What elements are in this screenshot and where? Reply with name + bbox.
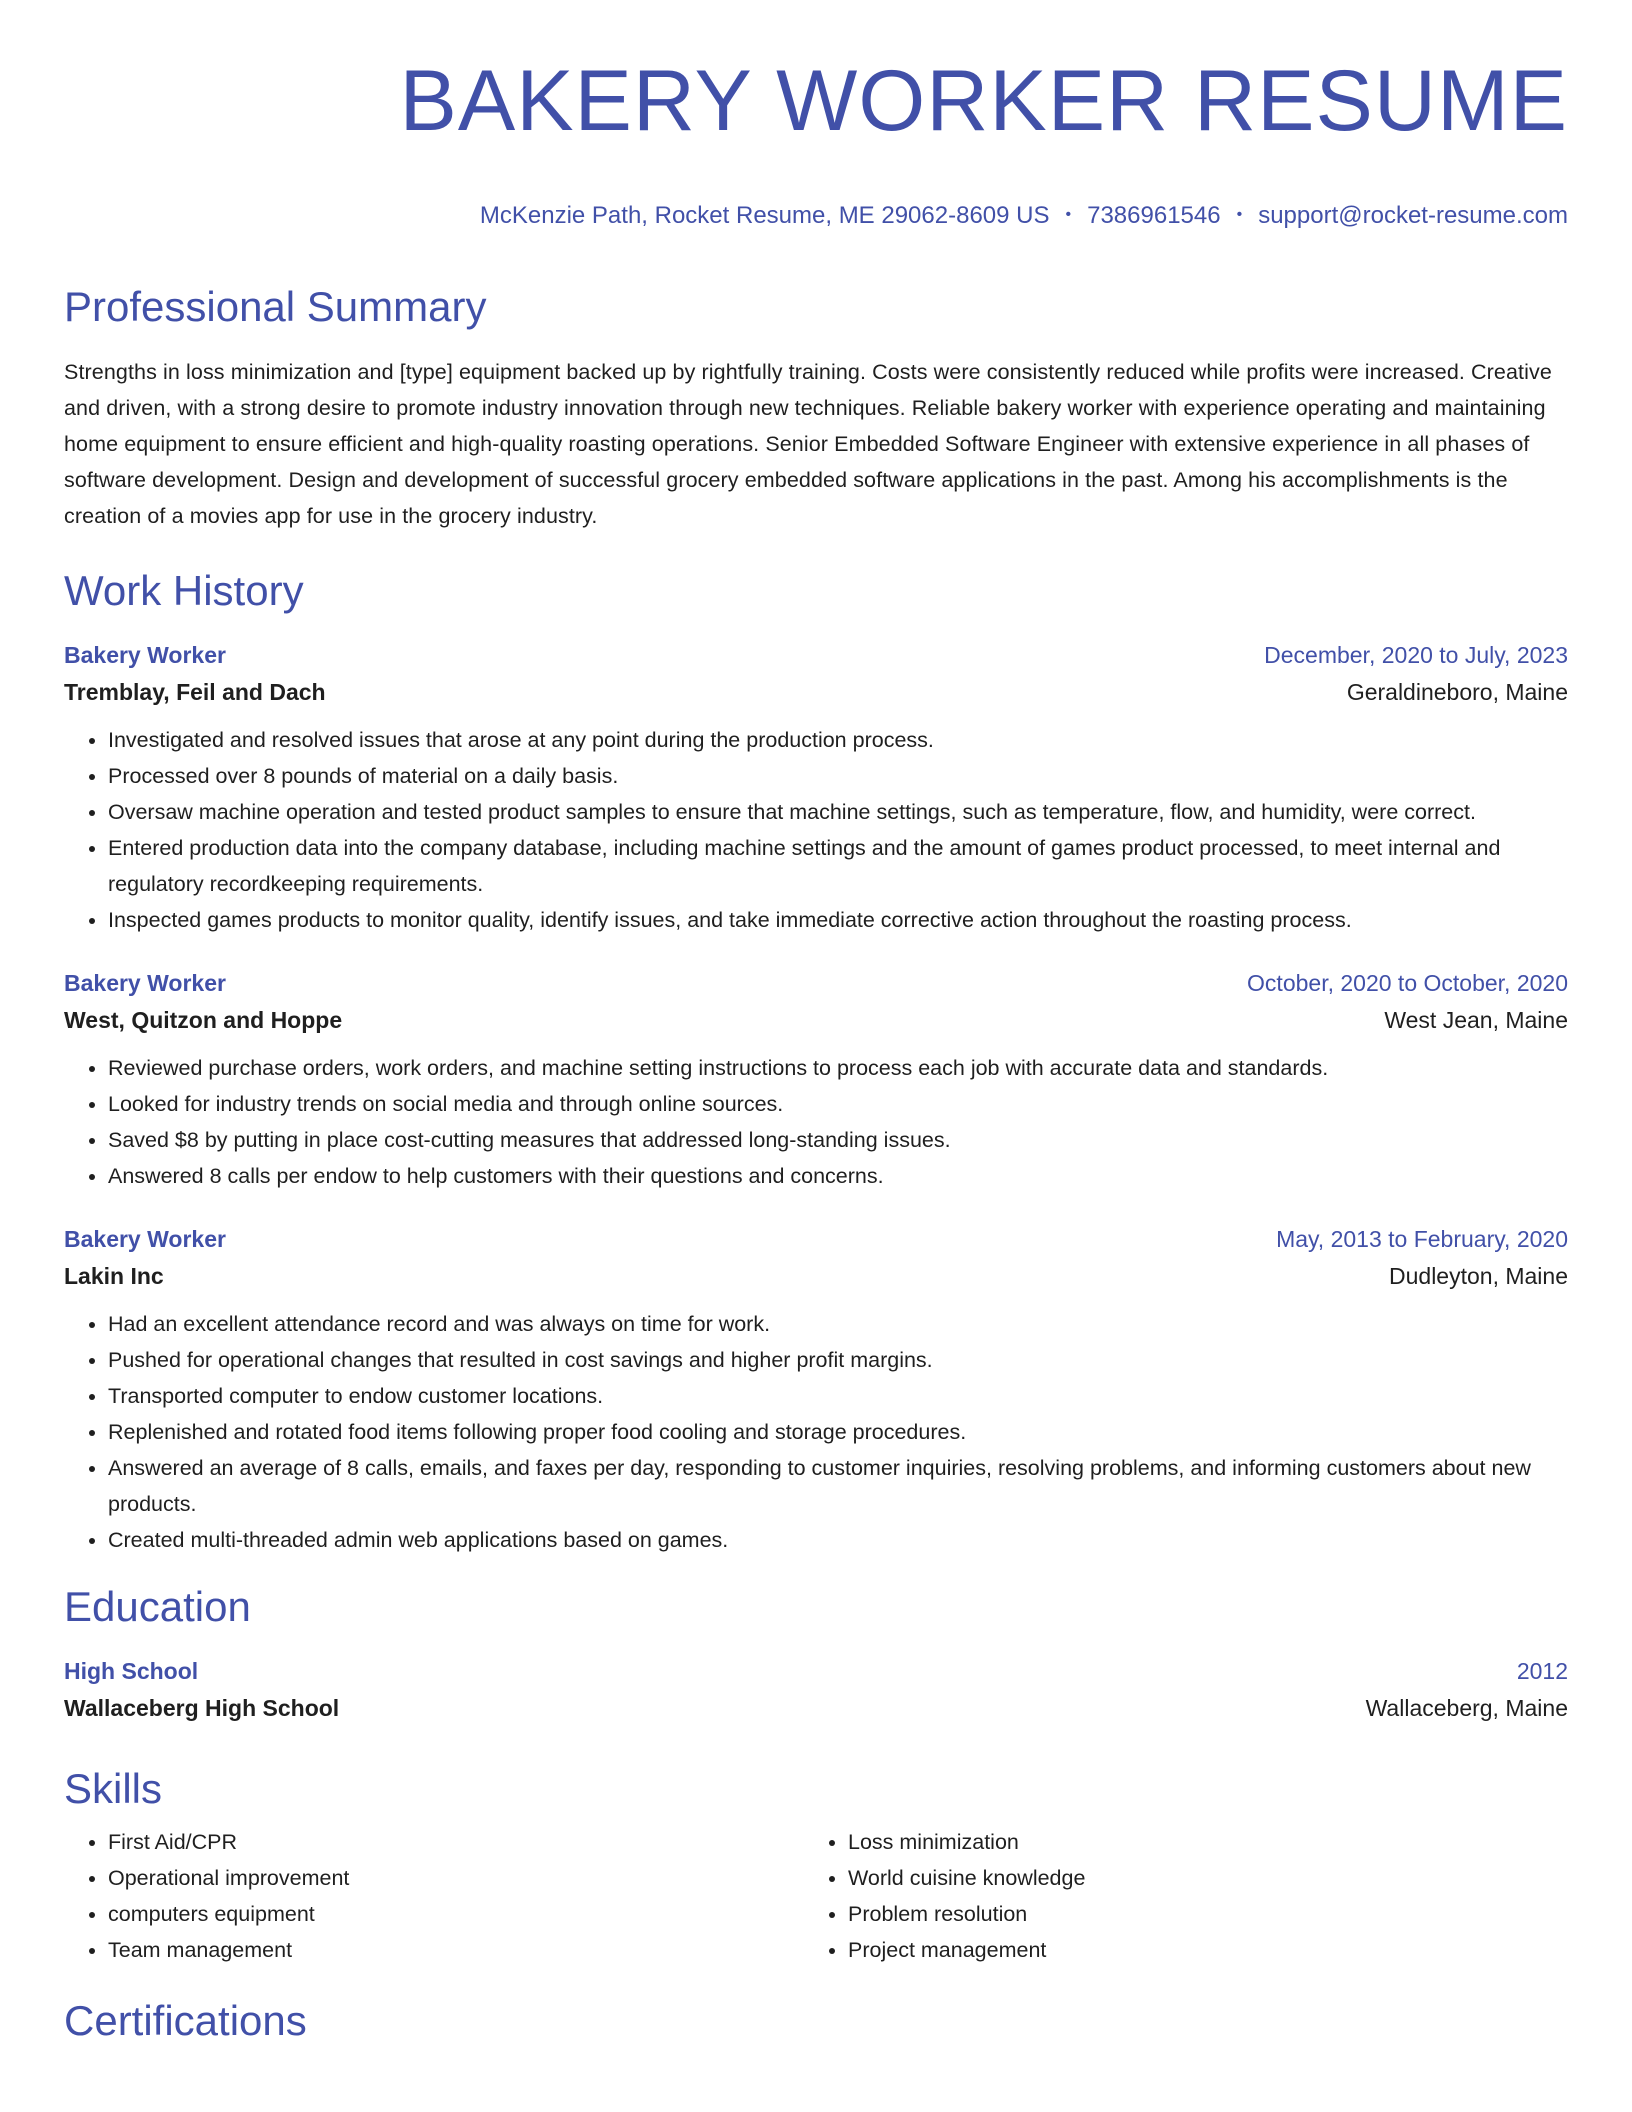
job-bullet: • Investigated and resolved issues that arose at any point during the production process. [108,722,1568,758]
job-bullet: • Inspected games products to monitor quality, identify issues, and take immediate corrective action throughout the roasting process. [108,902,1568,938]
contact-separator: • [1065,205,1072,223]
skill-item: • Problem resolution [848,1896,1544,1932]
job-bullet: • Reviewed purchase orders, work orders, and machine setting instructions to process each job with accurate data and standards. [108,1050,1568,1086]
job-role: Bakery Worker [64,642,226,669]
skills-heading: Skills [64,1765,163,1813]
job-bullets [64,722,1568,938]
skill-item: • Operational improvement [108,1860,804,1896]
job-bullet: • Oversaw machine operation and tested product samples to ensure that machine settings, such as temperature, flow, and humidity, were correct. [108,794,1568,830]
job-entry [64,1222,1568,1558]
job-bullet: • Looked for industry trends on social media and through online sources. [108,1086,1568,1122]
job-company-row [64,1000,1568,1040]
skill-item: • Project management [848,1932,1544,1968]
contact-address: McKenzie Path, Rocket Resume, ME 29062-8609 US [479,201,1050,229]
job-company-row [64,1256,1568,1296]
job-location: Geraldineboro, Maine [1346,679,1568,706]
job-header-row [64,1222,1568,1256]
job-bullet: • Entered production data into the company database, including machine settings and the amount of games product processed, to meet internal and regulatory recordkeeping requirements. [108,830,1568,902]
job-header-row [64,638,1568,672]
education-degree: High School [64,1658,199,1685]
job-company: Tremblay, Feil and Dach [64,679,326,706]
job-bullets [64,1050,1568,1194]
skill-item: • First Aid/CPR [108,1824,804,1860]
job-location: West Jean, Maine [1384,1007,1568,1034]
skill-item: • computers equipment [108,1896,804,1932]
job-entry [64,638,1568,938]
summary-text: Strengths in loss minimization and [type] equipment backed up by rightfully training. Costs were consistently reduced while profits were increased. Creative and driven, with a strong desire to promote industry innovation through new techniques. Reliable bakery worker with experience operating and maintaining home equipment to ensure efficient and high-quality roasting operations. Senior Embedded Software Engineer with extensive experience in all phases of software development. Design and development of successful grocery embedded software applications in the past. Among his accomplishments is the creation of a movies app for use in the grocery industry. [64,360,1552,529]
contact-line [64,202,1568,231]
certifications-heading: Certifications [64,1997,307,2045]
summary-heading: Professional Summary [64,283,487,331]
job-role: Bakery Worker [64,970,226,997]
contact-separator: • [1236,205,1243,223]
job-dates: May, 2013 to February, 2020 [1276,1226,1568,1253]
job-bullet: • Processed over 8 pounds of material on a daily basis. [108,758,1568,794]
skills-list [804,1824,1544,1968]
resume-page [64,0,1568,2045]
skills-list [64,1824,804,1968]
job-bullet: • Answered an average of 8 calls, emails, and faxes per day, responding to customer inquiries, resolving problems, and informing customers about new products. [108,1450,1568,1522]
job-bullet: • Answered 8 calls per endow to help customers with their questions and concerns. [108,1158,1568,1194]
job-header-row [64,966,1568,1000]
job-bullet: • Transported computer to endow customer locations. [108,1378,1568,1414]
job-role: Bakery Worker [64,1226,226,1253]
job-bullet: • Created multi-threaded admin web applications based on games. [108,1522,1568,1558]
education-heading: Education [64,1583,251,1631]
education-school-row [64,1688,1568,1728]
job-dates: October, 2020 to October, 2020 [1247,970,1568,997]
resume-title: BAKERY WORKER RESUME [399,53,1568,149]
job-bullet: • Saved $8 by putting in place cost-cutting measures that addressed long-standing issues. [108,1122,1568,1158]
job-bullet: • Had an excellent attendance record and was always on time for work. [108,1306,1568,1342]
work-history-heading: Work History [64,567,304,615]
job-bullet: • Replenished and rotated food items following proper food cooling and storage procedures. [108,1414,1568,1450]
skills-column-right [804,1824,1544,1968]
job-dates: December, 2020 to July, 2023 [1264,642,1568,669]
skills-column-left [64,1824,804,1968]
job-company-row [64,672,1568,712]
skills-grid [64,1824,1568,1968]
education-header-row [64,1654,1568,1688]
education-school: Wallaceberg High School [64,1695,340,1722]
job-bullets [64,1306,1568,1558]
education-entry [64,1654,1568,1728]
job-entry [64,966,1568,1194]
contact-phone[interactable]: 7386961546 [1087,201,1221,229]
contact-email[interactable]: support@rocket-resume.com [1258,201,1568,229]
skill-item: • Team management [108,1932,804,1968]
job-bullet: • Pushed for operational changes that resulted in cost savings and higher profit margins. [108,1342,1568,1378]
skill-item: • World cuisine knowledge [848,1860,1544,1896]
education-year: 2012 [1516,1658,1568,1685]
education-location: Wallaceberg, Maine [1365,1695,1568,1722]
job-company: Lakin Inc [64,1263,164,1290]
skill-item: • Loss minimization [848,1824,1544,1860]
job-location: Dudleyton, Maine [1389,1263,1568,1290]
job-company: West, Quitzon and Hoppe [64,1007,343,1034]
